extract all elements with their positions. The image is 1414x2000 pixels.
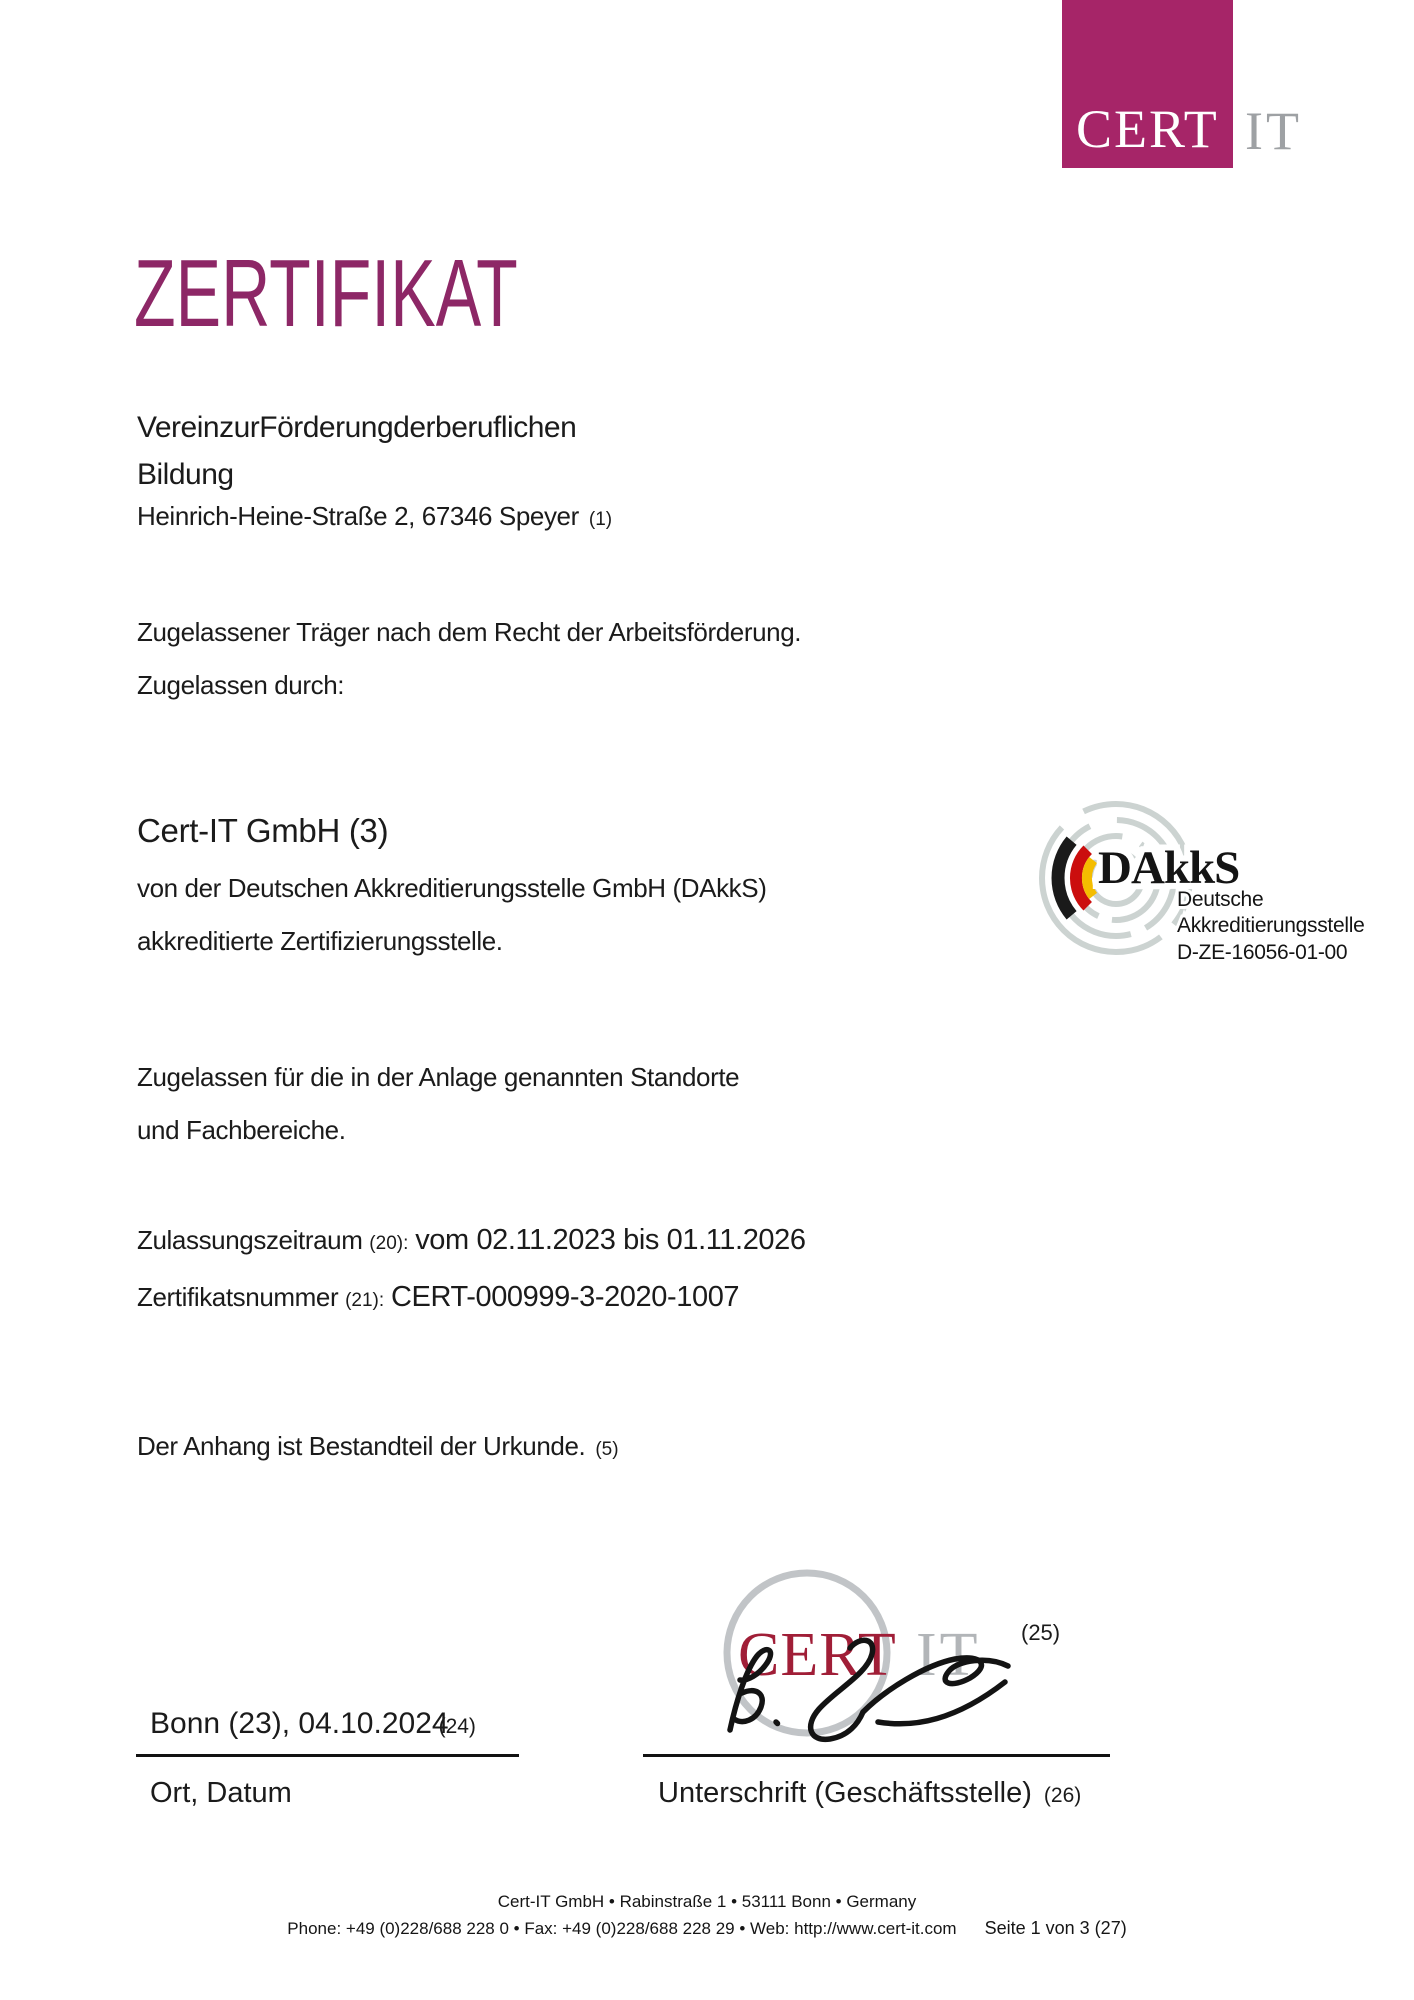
page-footer (0, 1888, 1414, 1942)
watermark-cert-text: CERT (738, 1621, 897, 1689)
footnote-ref-5: (5) (595, 1439, 619, 1460)
watermark-it-text: IT (916, 1621, 981, 1689)
recipient-name-line2: Bildung (137, 458, 234, 491)
scope-line1: Zugelassen für die in der Anlage genannten Standorte (137, 1062, 740, 1092)
scope-line2: und Fachbereiche. (137, 1115, 346, 1145)
dakks-text-line1: Deutsche (1177, 888, 1264, 911)
issuer-name: Cert-IT GmbH (3) (137, 812, 389, 849)
footnote-ref-21: (21): (345, 1290, 385, 1311)
footnote-ref-26: (26) (1043, 1784, 1082, 1807)
dakks-flag-arcs (1058, 841, 1093, 916)
page-title: ZERTIFIKAT (134, 240, 518, 347)
signature-caption-text: Unterschrift (Geschäftsstelle) (658, 1777, 1032, 1809)
footnote-ref-1: (1) (588, 509, 613, 530)
certificate-number-label: Zertifikatsnummer (137, 1282, 339, 1312)
page-number: Seite 1 von 3 (27) (984, 1918, 1127, 1938)
validity-period-row (137, 1224, 806, 1257)
footnote-ref-24: (24) (438, 1715, 476, 1738)
issuer-desc-line2: akkreditierte Zertifizierungsstelle. (137, 926, 503, 956)
cert-it-logo-square (1062, 0, 1233, 168)
intro-line1: Zugelassener Träger nach dem Recht der Arbeitsförderung. (137, 617, 802, 647)
validity-value: vom 02.11.2023 bis 01.11.2026 (415, 1224, 806, 1256)
cert-it-logo-cert-text: CERT (1076, 99, 1219, 159)
footnote-ref-20: (20): (369, 1233, 409, 1254)
signature-area (700, 1562, 1060, 1762)
scope-paragraph (137, 1051, 739, 1157)
place-date-line (136, 1754, 519, 1757)
place-date-caption: Ort, Datum (150, 1777, 292, 1809)
validity-label: Zulassungszeitraum (137, 1225, 363, 1255)
dakks-logo (1020, 790, 1414, 970)
intro-paragraph (137, 606, 801, 712)
annex-note (137, 1431, 619, 1462)
certificate-number-value: CERT-000999-3-2020-1007 (390, 1281, 740, 1313)
certificate-number-row (137, 1281, 739, 1314)
place-date (150, 1707, 476, 1741)
annex-note-text: Der Anhang ist Bestandteil der Urkunde. (137, 1431, 586, 1461)
recipient-name-line1: VereinzurFörderungderberuflichen (137, 411, 577, 444)
cert-it-logo-it-text: IT (1245, 101, 1302, 161)
footer-contact-row (0, 1915, 1414, 1942)
intro-line2: Zugelassen durch: (137, 670, 345, 700)
issuer-description (137, 862, 766, 968)
signature-line (643, 1754, 1110, 1757)
recipient-address (137, 501, 612, 532)
dakks-registration-number: D-ZE-16056-01-00 (1177, 941, 1348, 964)
signature-caption (658, 1777, 1081, 1810)
place-date-text: Bonn (23), 04.10.2024 (150, 1707, 449, 1740)
footer-address-line: Cert-IT GmbH • Rabinstraße 1 • 53111 Bonn • Germany (497, 1892, 917, 1911)
footnote-ref-25: (25) (1021, 1620, 1061, 1645)
dakks-text-line2: Akkreditierungsstelle (1177, 914, 1365, 937)
recipient-address-text: Heinrich-Heine-Straße 2, 67346 Speyer (137, 501, 579, 531)
issuer-desc-line1: von der Deutschen Akkreditierungsstelle GmbH (DAkkS) (137, 873, 767, 903)
dakks-wordmark: DAkkS (1098, 842, 1240, 894)
recipient-name (137, 404, 576, 498)
footer-contact-line: Phone: +49 (0)228/688 228 0 • Fax: +49 (0)228/688 228 29 • Web: http://www.cert-it.com (287, 1919, 957, 1938)
